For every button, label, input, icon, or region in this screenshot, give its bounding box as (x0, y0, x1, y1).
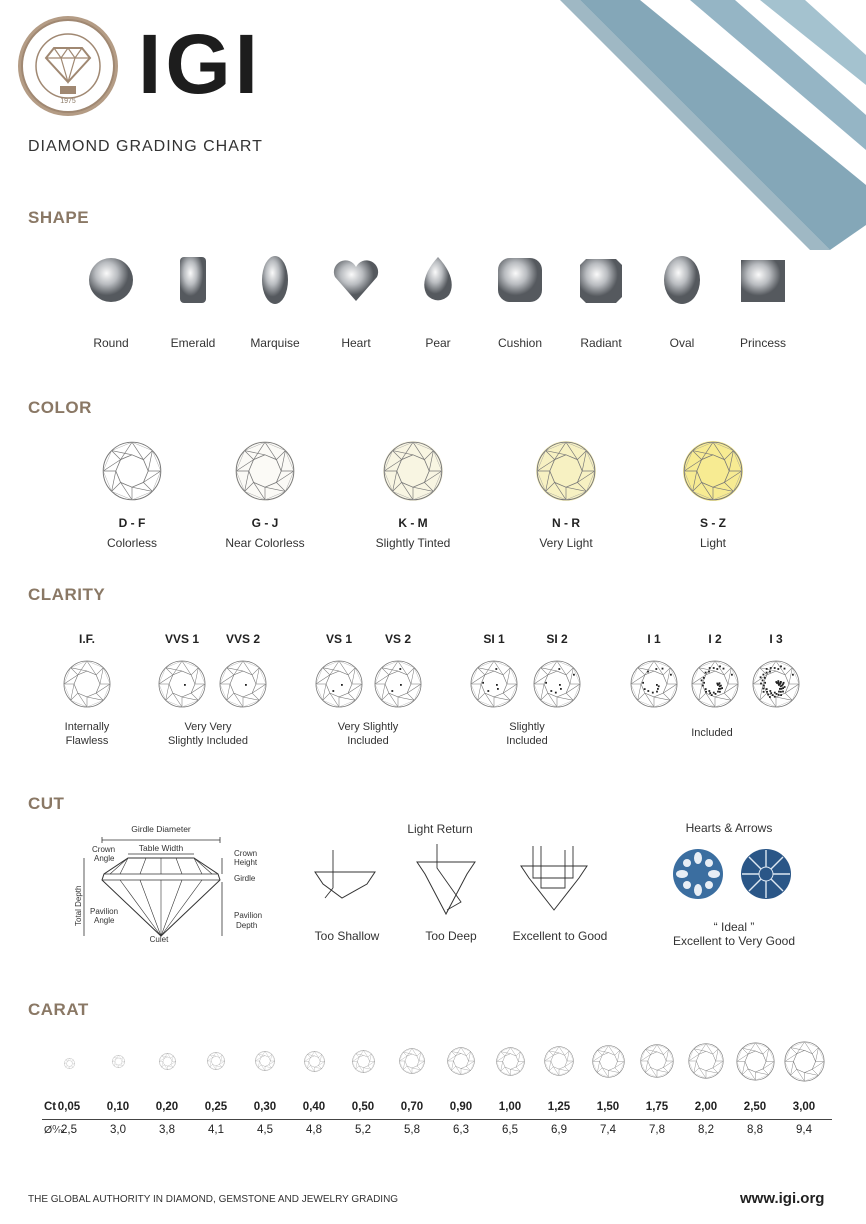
carat-diameter: 6,9 (551, 1124, 567, 1136)
carat-diameter: 8,8 (747, 1124, 763, 1136)
carat-diamond-icon (688, 1043, 724, 1079)
clarity-group-label: Included (691, 727, 733, 739)
clarity-group-label: Slightly Included (506, 721, 548, 747)
shape-label: Marquise (250, 336, 300, 350)
carat-weight: 0,90 (449, 1101, 473, 1113)
clarity-group-label: Very Slightly Included (337, 721, 399, 747)
clarity-diamond-icon (158, 660, 206, 708)
carat-diamond-icon (255, 1051, 275, 1071)
carat-weight: 0,05 (57, 1101, 81, 1113)
shape-label: Oval (669, 336, 695, 350)
color-diamond-icon (102, 441, 162, 501)
color-diamond-icon (683, 441, 743, 501)
shape-cushion-icon (495, 255, 545, 305)
carat-diameter: 7,8 (649, 1124, 665, 1136)
carat-weight: 0,20 (155, 1101, 179, 1113)
label-pavilion-angle-1: Pavilion (90, 907, 119, 916)
clarity-grade: I 2 (708, 632, 722, 646)
color-desc: Slightly Tinted (375, 536, 451, 550)
label-girdle: Girdle (234, 874, 256, 883)
carat-diameter: 8,2 (698, 1124, 714, 1136)
color-desc: Colorless (106, 536, 157, 550)
clarity-diamond-icon (470, 660, 518, 708)
carat-mm-label: Ø⁰⁄ₘ (44, 1124, 65, 1136)
color-diamond-icon (383, 441, 443, 501)
clarity-grade: SI 2 (546, 632, 568, 646)
carat-ct-label: Ct (44, 1101, 57, 1113)
too-shallow-diagram (315, 850, 375, 898)
carat-weight: 1,25 (547, 1101, 571, 1113)
too-deep-diagram (417, 844, 475, 914)
carat-divider (42, 1119, 832, 1120)
clarity-grade: SI 1 (483, 632, 505, 646)
shape-emerald-icon (168, 255, 218, 305)
clarity-diamond-icon (752, 660, 800, 708)
hearts-arrows-images (650, 848, 820, 900)
carat-diameter: 3,0 (110, 1124, 126, 1136)
carat-title: CARAT (28, 1000, 89, 1019)
clarity-diamond-icon (63, 660, 111, 708)
label-pavilion-depth-1: Pavilion (234, 911, 263, 920)
page-title: DIAMOND GRADING CHART (28, 138, 263, 155)
light-caption: Too Shallow (314, 929, 380, 943)
clarity-grade: I 1 (647, 632, 661, 646)
carat-diamond-icon (784, 1041, 825, 1082)
carat-diamond-icon (592, 1045, 625, 1078)
carat-diamond-icon (640, 1044, 674, 1078)
carat-diameter: 4,5 (257, 1124, 273, 1136)
cut-title: CUT (28, 794, 65, 813)
shape-title: SHAPE (28, 208, 90, 227)
carat-diameter: 6,3 (453, 1124, 469, 1136)
clarity-title: CLARITY (28, 585, 106, 604)
shape-princess-icon (738, 255, 788, 305)
carat-weight: 0,10 (106, 1101, 130, 1113)
clarity-diamond-icon (315, 660, 363, 708)
clarity-diamond-icon (630, 660, 678, 708)
footer-url[interactable]: www.igi.org (740, 1190, 825, 1207)
label-crown-angle-2: Angle (94, 854, 115, 863)
color-grade: N - R (552, 516, 580, 530)
carat-weight: 2,00 (694, 1101, 718, 1113)
footer-tagline: THE GLOBAL AUTHORITY IN DIAMOND, GEMSTONE AND JEWELRY GRADING (28, 1194, 399, 1205)
excellent-to-good-diagram (521, 846, 587, 910)
carat-weight: 0,25 (204, 1101, 228, 1113)
color-diamond-icon (536, 441, 596, 501)
shape-label: Radiant (580, 336, 622, 350)
shape-label: Emerald (170, 336, 216, 350)
carat-diamond-icon (64, 1056, 75, 1067)
clarity-grade: I 3 (769, 632, 783, 646)
seal-year: 1975 (60, 98, 76, 105)
clarity-grade: VS 1 (325, 632, 352, 646)
color-desc: Light (699, 536, 727, 550)
carat-diameter: 7,4 (600, 1124, 616, 1136)
carat-diameter: 4,8 (306, 1124, 322, 1136)
shape-round-icon (86, 255, 136, 305)
shape-oval-icon (657, 255, 707, 305)
carat-diameter: 6,5 (502, 1124, 518, 1136)
shape-pear-icon (413, 255, 463, 305)
carat-diamond-icon (496, 1047, 525, 1076)
shape-label: Pear (425, 336, 451, 350)
igi-logo: IGI (138, 17, 263, 111)
shape-label: Heart (341, 336, 371, 350)
carat-weight: 1,50 (596, 1101, 620, 1113)
ideal-desc: Excellent to Very Good (672, 934, 796, 948)
carat-diameter: 3,8 (159, 1124, 175, 1136)
label-pavilion-depth-2: Depth (236, 921, 258, 930)
carat-diamond-icon (352, 1050, 375, 1073)
color-grade: S - Z (700, 516, 726, 530)
carat-diamond-icon (736, 1042, 775, 1081)
carat-diameter: 5,2 (355, 1124, 371, 1136)
shape-radiant-icon (576, 255, 626, 305)
clarity-group-label: Internally Flawless (64, 721, 110, 747)
clarity-grade: I.F. (78, 632, 95, 646)
carat-weight: 1,75 (645, 1101, 669, 1113)
shape-label: Princess (739, 336, 786, 350)
hearts-pattern (673, 849, 723, 899)
clarity-grade: VVS 2 (225, 632, 261, 646)
hearts-arrows-title: Hearts & Arrows (685, 821, 773, 835)
carat-weight: 0,50 (351, 1101, 375, 1113)
carat-weight: 0,30 (253, 1101, 277, 1113)
diamond-anatomy-diagram (70, 818, 280, 948)
carat-diamond-icon (544, 1046, 574, 1076)
carat-diameter: 9,4 (796, 1124, 812, 1136)
ideal-label: “ Ideal ” (713, 920, 755, 934)
light-return-title: Light Return (407, 822, 473, 836)
igi-seal (16, 14, 120, 118)
label-table-width: Table Width (138, 843, 184, 853)
corner-chevron-graphic (560, 0, 866, 250)
label-crown-height-2: Height (234, 858, 258, 867)
shape-heart-icon (331, 255, 381, 305)
carat-diamond-icon (112, 1055, 125, 1068)
carat-weight: 0,40 (302, 1101, 326, 1113)
light-caption: Excellent to Good (512, 929, 608, 943)
carat-weight: 1,00 (498, 1101, 522, 1113)
light-caption: Too Deep (425, 929, 477, 943)
shape-label: Round (93, 336, 129, 350)
arrows-pattern (741, 849, 791, 899)
color-desc: Very Light (539, 536, 593, 550)
light-return-diagrams (305, 840, 615, 925)
carat-diamond-icon (447, 1047, 475, 1075)
carat-weight: 3,00 (792, 1101, 816, 1113)
carat-diameter: 4,1 (208, 1124, 224, 1136)
carat-weight: 0,70 (400, 1101, 424, 1113)
carat-diameter: 2,5 (61, 1124, 77, 1136)
color-grade: D - F (118, 516, 146, 530)
label-pavilion-angle-2: Angle (94, 916, 115, 925)
color-grade: K - M (398, 516, 428, 530)
clarity-diamond-icon (691, 660, 739, 708)
carat-diameter: 5,8 (404, 1124, 420, 1136)
label-crown-height-1: Crown (234, 849, 258, 858)
clarity-diamond-icon (374, 660, 422, 708)
color-desc: Near Colorless (225, 536, 305, 550)
shape-label: Cushion (497, 336, 543, 350)
label-total-depth: Total Depth (74, 885, 83, 926)
clarity-grade: VVS 1 (164, 632, 200, 646)
label-culet: Culet (149, 935, 169, 944)
clarity-diamond-icon (219, 660, 267, 708)
carat-diamond-icon (399, 1048, 425, 1074)
carat-weight: 2,50 (743, 1101, 767, 1113)
clarity-grade: VS 2 (384, 632, 411, 646)
carat-diamond-icon (304, 1051, 325, 1072)
color-diamond-icon (235, 441, 295, 501)
color-title: COLOR (28, 398, 92, 417)
label-crown-angle-1: Crown (92, 845, 116, 854)
clarity-group-label: Very Very Slightly Included (167, 721, 249, 747)
label-girdle-diameter: Girdle Diameter (131, 824, 191, 834)
carat-diamond-icon (159, 1053, 176, 1070)
clarity-diamond-icon (533, 660, 581, 708)
color-grade: G - J (251, 516, 279, 530)
shape-marquise-icon (250, 255, 300, 305)
carat-diamond-icon (207, 1052, 225, 1070)
